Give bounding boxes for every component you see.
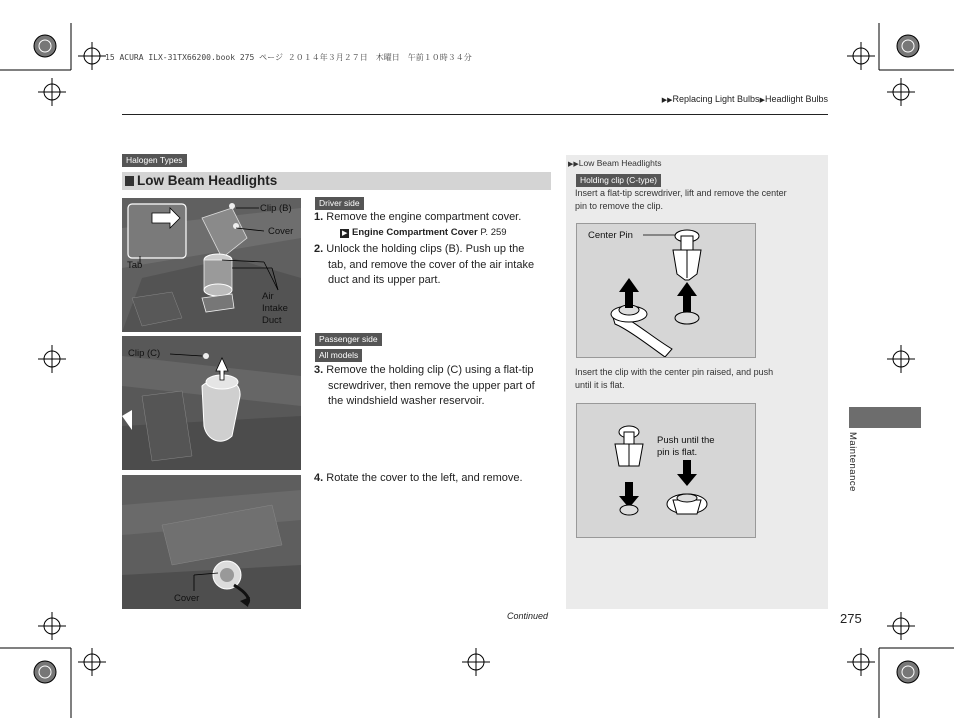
step-4 <box>314 471 554 487</box>
step-2 <box>314 242 554 289</box>
callout-clip-b: Clip (B) <box>260 203 292 214</box>
step-3 <box>314 363 554 410</box>
sidebar-text-1: Insert a flat-tip screwdriver, lift and remove the center pin to remove the clip. <box>575 188 787 211</box>
figure1-leaders <box>122 198 322 338</box>
breadcrumb <box>662 94 828 104</box>
step-number: 1. <box>314 211 324 223</box>
section-heading <box>122 172 551 190</box>
halogen-types-tag: Halogen Types <box>122 154 187 167</box>
step-number: 3. <box>314 364 324 376</box>
double-arrow-icon: ▶▶ <box>661 97 673 104</box>
callout-push-2: pin is flat. <box>657 447 698 458</box>
page-number: 275 <box>840 611 862 626</box>
step-text: Remove the engine compartment cover. <box>326 211 522 223</box>
step-number: 4. <box>314 472 324 484</box>
sidebar-text-2: Insert the clip with the center pin raised, and push until it is flat. <box>575 367 774 390</box>
callout-duct: Duct <box>262 315 282 326</box>
header-rule <box>122 114 828 115</box>
callout-tab: Tab <box>127 260 143 271</box>
step-text: screwdriver, then remove the upper part of <box>328 379 535 392</box>
section-square-icon <box>125 176 134 186</box>
chapter-label: Maintenance <box>847 432 858 492</box>
step-text: duct and its upper part. <box>328 274 441 286</box>
breadcrumb-item: Headlight Bulbs <box>764 94 828 104</box>
step-text: Unlock the holding clips (B). Push up the <box>326 243 525 255</box>
sidebar-panel <box>566 155 828 609</box>
step-text: Rotate the cover to the left, and remove. <box>326 472 523 484</box>
callout-cover: Cover <box>268 226 294 237</box>
all-models-tag: All models <box>315 349 362 362</box>
reference-page: P. 259 <box>480 227 507 238</box>
step-text: the windshield washer reservoir. <box>328 395 485 407</box>
continued-note: Continued <box>507 611 549 621</box>
callout-clip-c: Clip (C) <box>128 348 161 359</box>
holding-clip-tag: Holding clip (C-type) <box>576 174 661 187</box>
callout-intake: Intake <box>262 303 288 314</box>
passenger-side-tag: Passenger side <box>315 333 382 346</box>
callout-center-pin: Center Pin <box>588 230 633 241</box>
sidebar-title: ▶▶Low Beam Headlights <box>568 158 662 168</box>
clip-install-illustration <box>577 404 755 537</box>
breadcrumb-item: Replacing Light Bulbs <box>672 94 760 104</box>
section-title: Low Beam Headlights <box>137 173 278 188</box>
reference-label: Engine Compartment Cover <box>352 227 478 238</box>
clip-install-diagram <box>576 403 756 538</box>
step-text: Remove the holding clip (C) using a flat-tip <box>326 364 534 376</box>
clip-removal-illustration <box>577 224 755 357</box>
driver-side-tag: Driver side <box>315 197 364 210</box>
reference-link[interactable] <box>340 227 507 238</box>
step-text: tab, and remove the cover of the air intake <box>328 258 535 271</box>
figure3-leaders <box>122 475 242 605</box>
reference-arrow-icon: ▶ <box>342 230 348 237</box>
step-1 <box>314 210 554 226</box>
callout-cover-2: Cover <box>174 593 200 604</box>
clip-removal-diagram <box>576 223 756 358</box>
print-header: 15 ACURA ILX-31TX66200.book 275 ページ ２０１４年３月２７日 木曜日 午前１０時３４分 <box>105 53 472 62</box>
step-number: 2. <box>314 243 324 255</box>
chapter-tab[interactable] <box>849 407 921 428</box>
arrow-icon: ▶ <box>759 97 765 104</box>
callout-air: Air <box>262 291 274 302</box>
callout-push-1: Push until the <box>657 435 715 446</box>
double-arrow-icon: ▶▶ <box>568 161 579 168</box>
